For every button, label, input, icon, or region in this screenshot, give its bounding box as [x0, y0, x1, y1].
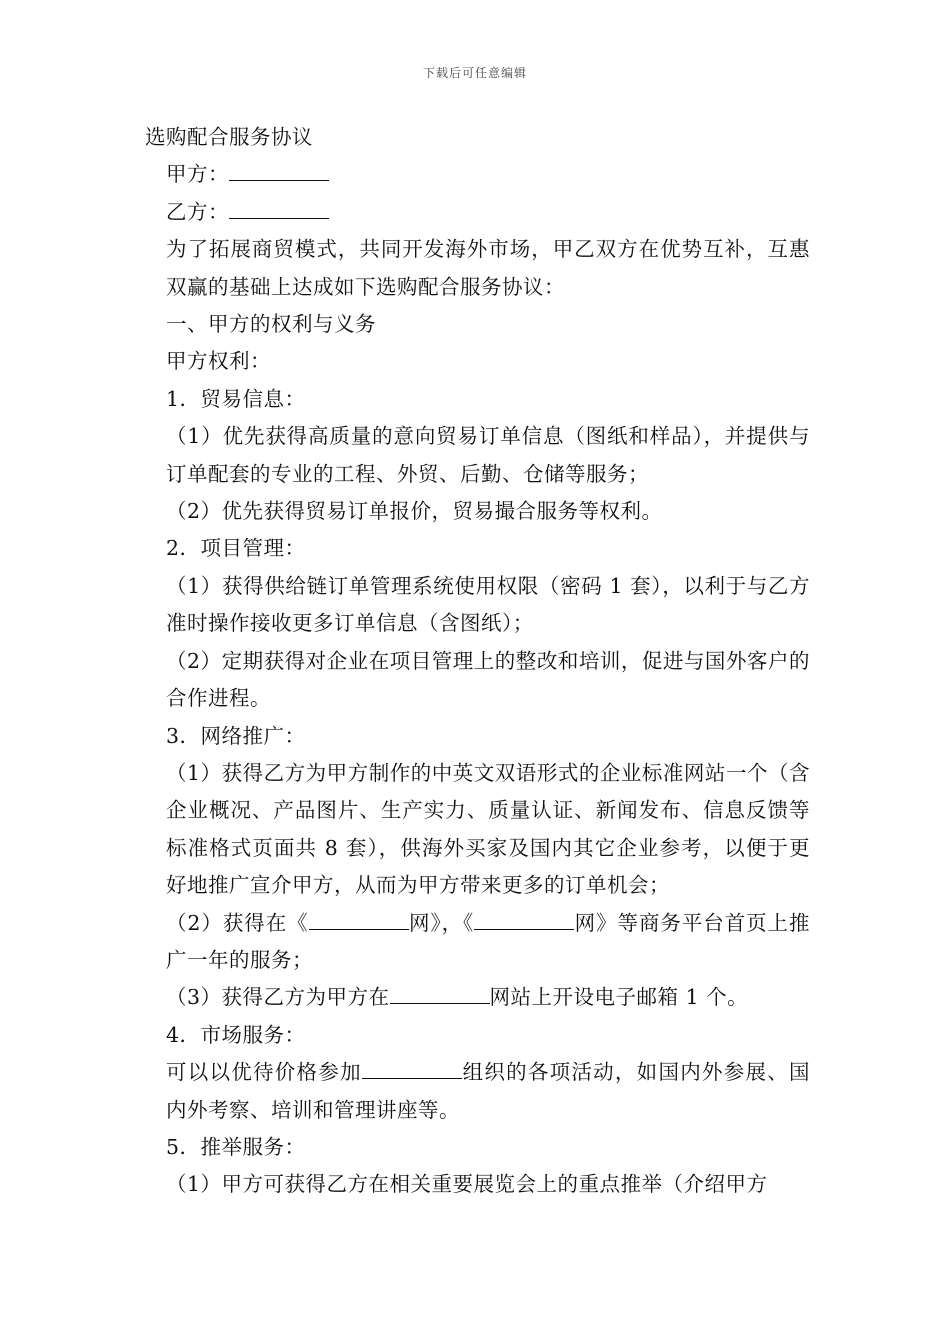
- website-name-blank-2: [474, 907, 574, 930]
- document-title: 选购配合服务协议: [145, 125, 313, 149]
- item3-heading: 3．网络推广：: [166, 723, 306, 748]
- item4-part-b: 组织的各项活动，如国内外参展、国内外考察、培训和管理讲座等。: [166, 1060, 811, 1122]
- intro-paragraph: 为了拓展商贸模式，共同开发海外市场，甲乙双方在优势互补，互惠双赢的基础上达成如下选购配合服务协议：: [166, 237, 810, 299]
- page-header-note: 下载后可任意编辑: [422, 66, 527, 80]
- item2-clause1: （1）获得供给链订单管理系统使用权限（密码 1 套），以利于与乙方准时操作接收更多订单信息（含图纸）；: [166, 573, 810, 636]
- item3-clause2-part-b: 网》，《: [408, 910, 475, 935]
- item3-clause2-part-c: 网》等商务平台首页上推广一年的服务；: [166, 910, 811, 972]
- item2-heading: 2．项目管理：: [166, 536, 306, 561]
- item4-heading: 4．市场服务：: [166, 1022, 306, 1047]
- item3-clause1: （1）获得乙方为甲方制作的中英文双语形式的企业标准网站一个（含企业概况、产品图片、生产实力、质量认证、新闻发布、信息反馈等标准格式页面共 8 套），供海外买家及国内其它企业参考，以便于更好地推广宣介甲方，从而为甲方带来更多的订单机会；: [166, 760, 810, 898]
- item4-paragraph: [145, 1054, 810, 1129]
- party-a-line: [145, 156, 810, 193]
- item3-clause2-part-a: （2）获得在《: [166, 910, 309, 935]
- item1-clause2: （2）优先获得贸易订单报价，贸易撮合服务等权利。: [166, 499, 663, 524]
- item3-clause3-part-a: （3）获得乙方为甲方在: [166, 985, 390, 1010]
- item1-clause1: （1）优先获得高质量的意向贸易订单信息（图纸和样品），并提供与订单配套的专业的工程、外贸、后勤、仓储等服务；: [166, 424, 810, 486]
- rights-heading: 甲方权利：: [166, 349, 271, 374]
- party-a-blank: [229, 158, 329, 181]
- party-b-blank: [229, 196, 329, 219]
- item1-heading: 1．贸易信息：: [166, 386, 306, 411]
- item3-clause3-part-b: 网站上开设电子邮箱 1 个。: [489, 985, 749, 1010]
- item3-clause3: [145, 979, 810, 1016]
- party-b-label: 乙方：: [166, 199, 229, 224]
- organizer-blank: [362, 1056, 462, 1079]
- agreement-body: [145, 119, 810, 1204]
- website-blank: [390, 981, 490, 1004]
- website-name-blank-1: [309, 907, 409, 930]
- item4-part-a: 可以以优待价格参加: [166, 1060, 362, 1085]
- section1-heading: 一、甲方的权利与义务: [166, 312, 376, 337]
- item5-clause1: （1）甲方可获得乙方在相关重要展览会上的重点推举（介绍甲方: [166, 1172, 768, 1197]
- party-a-label: 甲方：: [166, 162, 229, 187]
- party-b-line: [145, 194, 810, 231]
- item2-clause2: （2）定期获得对企业在项目管理上的整改和培训，促进与国外客户的合作进程。: [166, 648, 810, 711]
- item5-heading: 5．推举服务：: [166, 1134, 306, 1159]
- item3-clause2: [145, 905, 810, 980]
